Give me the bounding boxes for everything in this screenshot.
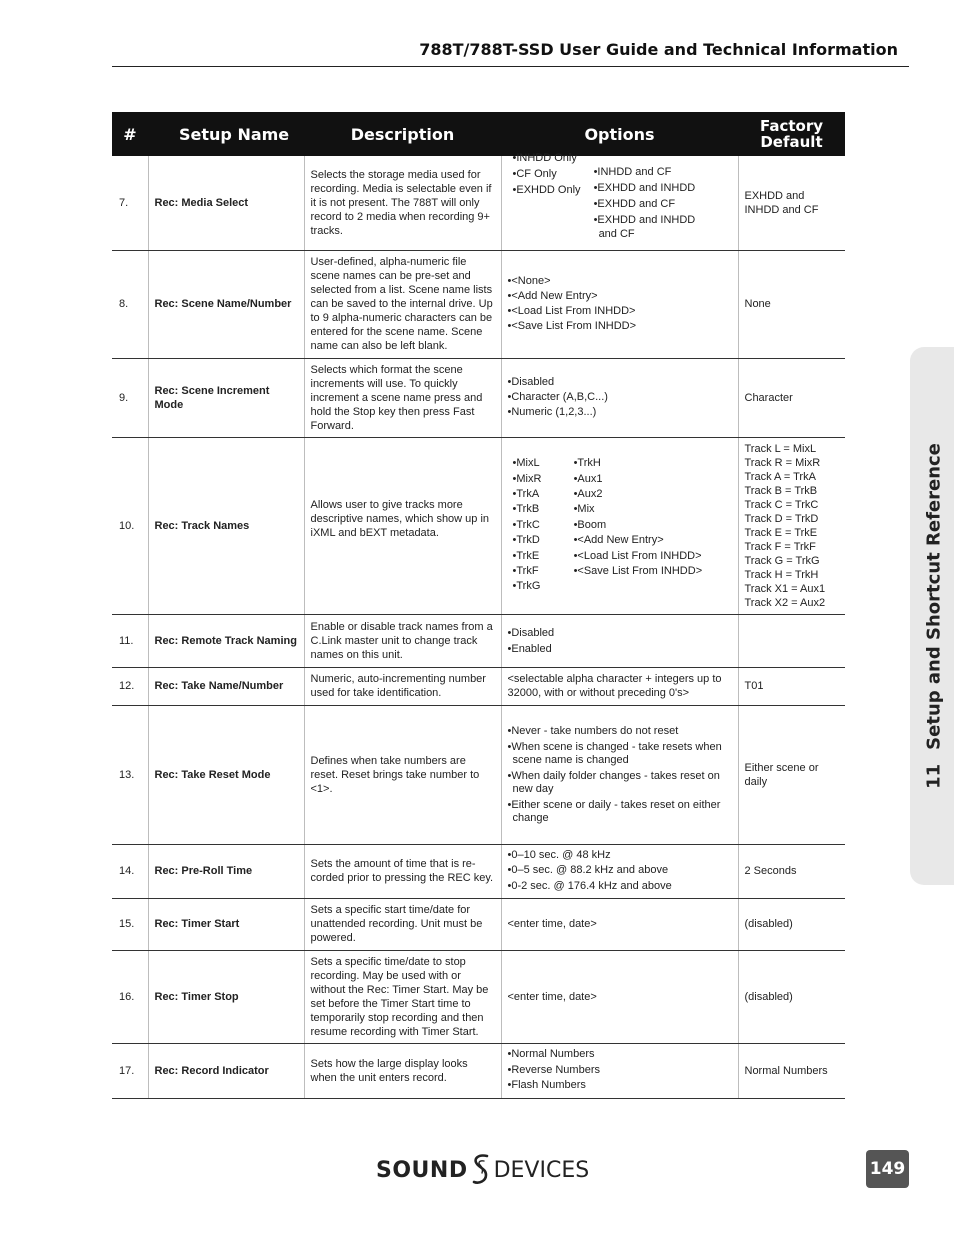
table-row bbox=[112, 844, 845, 898]
setup-options: <selectable alpha character + integers up to 32000, with or without preceding 0's> bbox=[501, 667, 738, 705]
options-list: •Disabled •Character (A,B,C...) •Numeric (1,2,3...) bbox=[507, 376, 608, 418]
table-row bbox=[112, 614, 845, 667]
setup-description: Sets the amount of time that is re-corded prior to pressing the REC key. bbox=[304, 844, 501, 898]
setup-name: Rec: Pre-Roll Time bbox=[148, 844, 304, 898]
setup-table bbox=[112, 112, 845, 1099]
factory-default: (disabled) bbox=[738, 898, 845, 950]
factory-default bbox=[738, 437, 845, 614]
factory-default-list: Track L = MixL Track R = MixR Track A = TrkA Track B = TrkB Track C = TrkC Track D = TrkD Track E = TrkE Track F = TrkF Track G = TrkG Track H = TrkH Track X1 = Aux1 Track X2 = Aux2 bbox=[744, 442, 826, 609]
setup-description: Sets a specific start time/date for unattended recording. Unit must be powered. bbox=[304, 898, 501, 950]
setup-options bbox=[501, 1043, 738, 1098]
setup-options: <enter time, date> bbox=[501, 950, 738, 1043]
logo-word-sound: SOUND bbox=[376, 1157, 468, 1183]
row-number: 14. bbox=[112, 844, 148, 898]
factory-default: (disabled) bbox=[738, 950, 845, 1043]
row-number: 12. bbox=[112, 667, 148, 705]
logo-word-devices: DEVICES bbox=[493, 1157, 590, 1183]
logo-s-wave-icon bbox=[470, 1153, 492, 1187]
table-row bbox=[112, 250, 845, 358]
header-description: Description bbox=[304, 112, 501, 156]
factory-default: 2 Seconds bbox=[738, 844, 845, 898]
row-number: 13. bbox=[112, 705, 148, 844]
setup-options bbox=[501, 250, 738, 358]
setup-options bbox=[501, 614, 738, 667]
setup-options: <enter time, date> bbox=[501, 898, 738, 950]
options-list: •0–10 sec. @ 48 kHz •0–5 sec. @ 88.2 kHz and above •0-2 sec. @ 176.4 kHz and above bbox=[507, 848, 672, 892]
factory-default: T01 bbox=[738, 667, 845, 705]
table-row bbox=[112, 705, 845, 844]
header-num: # bbox=[112, 112, 148, 156]
table-row bbox=[112, 156, 845, 250]
options-column: •INHDD and CF •EXHDD and INHDD •EXHDD and CF •EXHDD and INHDD and CF bbox=[593, 165, 696, 240]
setup-description: Numeric, auto-incrementing number used for take identification. bbox=[304, 667, 501, 705]
header-rule bbox=[112, 66, 909, 67]
setup-name: Rec: Take Name/Number bbox=[148, 667, 304, 705]
setup-description: Sets a specific time/date to stop recording. May be used with or without the Rec: Timer Start. May be set before the Timer Start time to temporarily stop recording and then resume recording with Timer Start. bbox=[304, 950, 501, 1043]
setup-name: Rec: Track Names bbox=[148, 437, 304, 614]
table-row bbox=[112, 358, 845, 437]
setup-options bbox=[501, 844, 738, 898]
brand-logo bbox=[376, 1153, 589, 1187]
setup-name: Rec: Media Select bbox=[148, 156, 304, 250]
factory-default: Normal Numbers bbox=[738, 1043, 845, 1098]
options-column: •TrkH •Aux1 •Aux2 •Mix •Boom •<Add New Entry> •<Load List From INHDD> •<Save List From INHDD> bbox=[573, 457, 703, 578]
factory-default: None bbox=[738, 250, 845, 358]
row-number: 11. bbox=[112, 614, 148, 667]
table-row bbox=[112, 667, 845, 705]
header-setup-name: Setup Name bbox=[148, 112, 304, 156]
setup-options bbox=[501, 358, 738, 437]
row-number: 10. bbox=[112, 437, 148, 614]
setup-name: Rec: Take Reset Mode bbox=[148, 705, 304, 844]
setup-description: Enable or disable track names from a C.Link master unit to change track names on this unit. bbox=[304, 614, 501, 667]
row-number: 8. bbox=[112, 250, 148, 358]
setup-description: Sets how the large display looks when the unit enters record. bbox=[304, 1043, 501, 1098]
chapter-title: Setup and Shortcut Reference bbox=[923, 443, 945, 750]
factory-default bbox=[738, 614, 845, 667]
setup-options bbox=[501, 151, 738, 250]
factory-default: EXHDD and INHDD and CF bbox=[738, 156, 845, 250]
row-number: 15. bbox=[112, 898, 148, 950]
setup-name: Rec: Scene Name/Number bbox=[148, 250, 304, 358]
page-number: 149 bbox=[866, 1150, 909, 1188]
setup-name: Rec: Scene Increment Mode bbox=[148, 358, 304, 437]
row-number: 9. bbox=[112, 358, 148, 437]
options-list: •Disabled •Enabled bbox=[507, 626, 555, 655]
table-row bbox=[112, 437, 845, 614]
chapter-side-tab-label bbox=[924, 443, 945, 789]
header-options: Options bbox=[501, 112, 738, 156]
table-row bbox=[112, 898, 845, 950]
factory-default: Character bbox=[738, 358, 845, 437]
options-list: •Normal Numbers •Reverse Numbers •Flash Numbers bbox=[507, 1048, 600, 1092]
setup-description: Selects which format the scene increments will use. To quickly increment a scene name press and hold the Stop key then press Fast Forward. bbox=[304, 358, 501, 437]
options-column: •MixL •MixR •TrkA •TrkB •TrkC •TrkD •TrkE •TrkF •TrkG bbox=[512, 457, 542, 593]
row-number: 16. bbox=[112, 950, 148, 1043]
factory-default: Either scene or daily bbox=[738, 705, 845, 844]
setup-name: Rec: Timer Start bbox=[148, 898, 304, 950]
table-header-row bbox=[112, 112, 845, 156]
header-factory-default: Factory Default bbox=[738, 112, 845, 156]
setup-options bbox=[501, 705, 738, 844]
table-row bbox=[112, 950, 845, 1043]
options-list: •<None> •<Add New Entry> •<Load List From INHDD> •<Save List From INHDD> bbox=[507, 275, 637, 332]
row-number: 7. bbox=[112, 156, 148, 250]
row-number: 17. bbox=[112, 1043, 148, 1098]
setup-description: Selects the storage media used for recording. Media is selectable even if it is not present. The 788T will only record to 2 media when recording 9+ tracks. bbox=[304, 156, 501, 250]
table-row bbox=[112, 1043, 845, 1098]
setup-name: Rec: Timer Stop bbox=[148, 950, 304, 1043]
chapter-number: 11 bbox=[923, 763, 945, 789]
setup-name: Rec: Record Indicator bbox=[148, 1043, 304, 1098]
setup-description: Defines when take numbers are reset. Reset brings take number to <1>. bbox=[304, 705, 501, 844]
setup-name: Rec: Remote Track Naming bbox=[148, 614, 304, 667]
setup-description: Allows user to give tracks more descriptive names, which show up in iXML and bEXT metadata. bbox=[304, 437, 501, 614]
setup-description: User-defined, alpha-numeric file scene names can be pre-set and selected from a list. Scene name lists can be saved to the internal drive. Up to 9 alpha-numeric characters can be entered for the scene name. Scene name can also be left blank. bbox=[304, 250, 501, 358]
setup-options bbox=[501, 437, 738, 614]
document-title: 788T/788T-SSD User Guide and Technical Information bbox=[419, 40, 898, 59]
options-column: •INHDD Only •CF Only •EXHDD Only bbox=[512, 151, 581, 196]
options-list: •Never - take numbers do not reset •When scene is changed - take resets when scene name is changed •When daily folder changes - takes reset on new day •Either scene or daily - takes reset on either change bbox=[507, 724, 722, 824]
